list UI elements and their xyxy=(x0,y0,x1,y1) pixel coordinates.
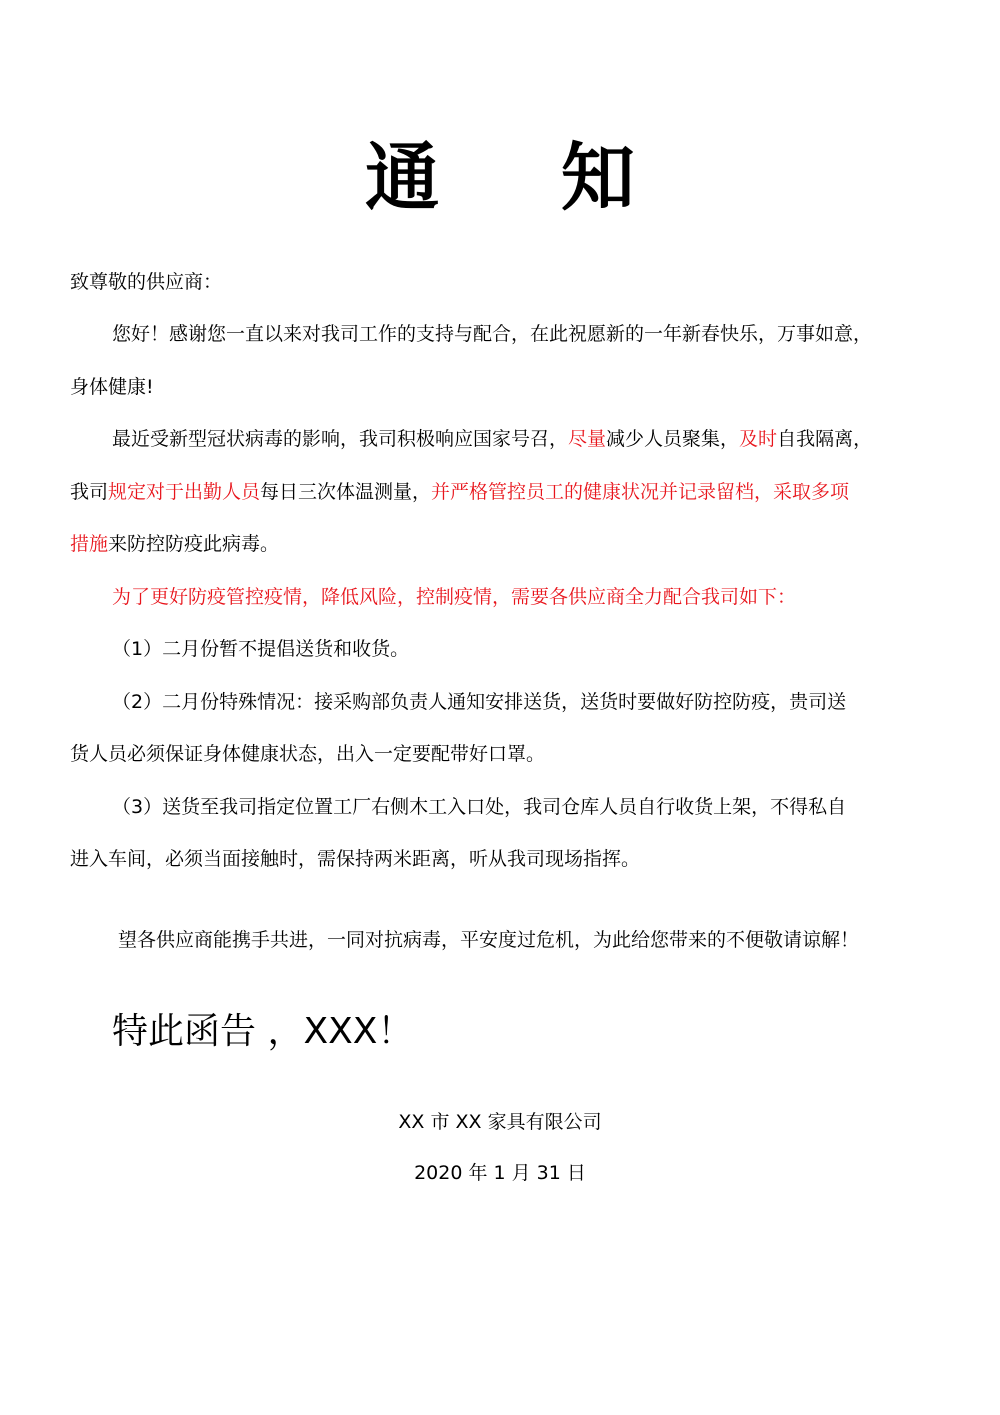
requirement-intro: 为了更好防疫管控疫情，降低风险，控制疫情，需要各供应商全力配合我司如下： xyxy=(112,586,797,608)
highlight-segment: 措施 xyxy=(70,533,109,555)
greeting-line-2: 身体健康! xyxy=(70,376,154,398)
document-date: 2020 年 1 月 31 日 xyxy=(414,1162,586,1184)
item-3-line-1: （3）送货至我司指定位置工厂右侧木工入口处，我司仓库人员自行收货上架，不得私自 xyxy=(112,796,847,818)
text-segment: 来防控防疫此病毒。 xyxy=(108,533,280,555)
item-2-line-1: （2）二月份特殊情况：接采购部负责人通知安排送货，送货时要做好防控防疫，贵司送 xyxy=(112,691,847,713)
item-2-line-2: 货人员必须保证身体健康状态，出入一定要配带好口罩。 xyxy=(70,743,546,765)
text-segment: 减少人员聚集， xyxy=(606,428,740,450)
highlight-segment: 规定对于出勤人员 xyxy=(108,481,261,503)
text-segment: 我司 xyxy=(70,481,109,503)
greeting-line-1: 您好！感谢您一直以来对我司工作的支持与配合，在此祝愿新的一年新春快乐，万事如意， xyxy=(112,323,873,345)
hope-line: 望各供应商能携手共进，一同对抗病毒，平安度过危机，为此给您带来的不便敬请谅解！ xyxy=(118,929,860,951)
paragraph-2-line-1 xyxy=(112,425,872,453)
paragraph-2-line-2 xyxy=(70,478,849,506)
paragraph-2-line-3 xyxy=(70,530,279,558)
highlight-segment: 及时 xyxy=(739,428,778,450)
closing-statement: 特此函告 ，XXX！ xyxy=(112,1011,414,1052)
company-name: XX 市 XX 家具有限公司 xyxy=(398,1111,602,1133)
highlight-segment: 尽量 xyxy=(568,428,607,450)
item-1: （1）二月份暂不提倡送货和收货。 xyxy=(112,638,410,660)
notice-title: 通 知 xyxy=(365,135,683,221)
text-segment: 最近受新型冠状病毒的影响，我司积极响应国家号召， xyxy=(112,428,569,450)
item-3-line-2: 进入车间，必须当面接触时，需保持两米距离，听从我司现场指挥。 xyxy=(70,848,641,870)
salutation: 致尊敬的供应商： xyxy=(70,271,223,293)
text-segment: 自我隔离， xyxy=(777,428,873,450)
highlight-segment: 并严格管控员工的健康状况并记录留档，采取多项 xyxy=(431,481,850,503)
text-segment: 每日三次体温测量， xyxy=(260,481,432,503)
